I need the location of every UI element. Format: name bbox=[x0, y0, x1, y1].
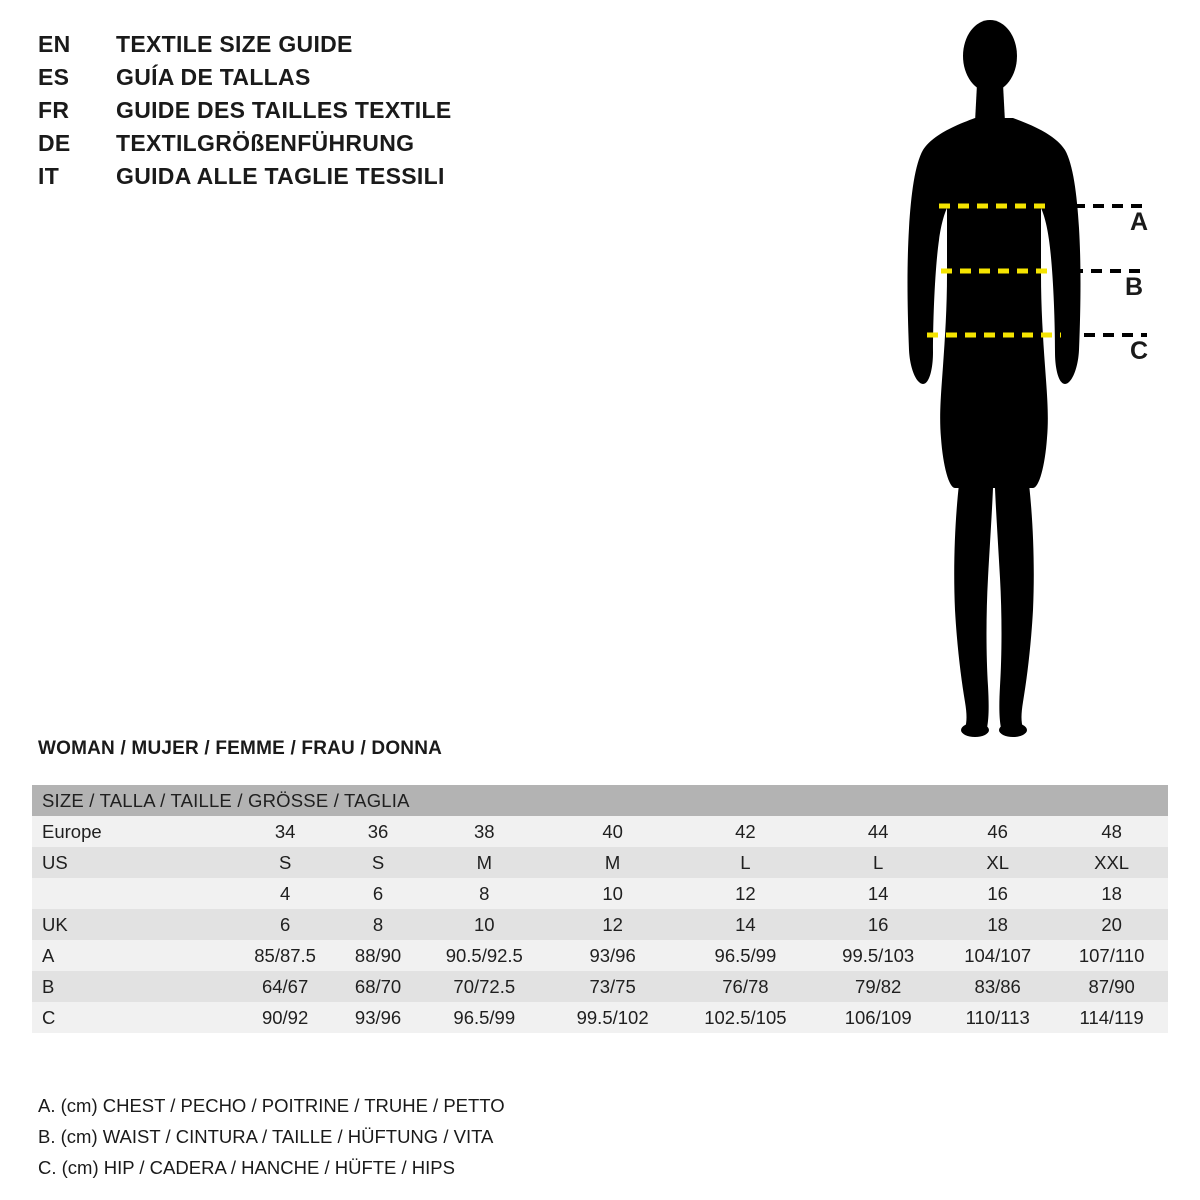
cell-b-5: 76/78 bbox=[722, 975, 769, 997]
table-row-europe bbox=[32, 816, 1168, 847]
cell-a-3: 90.5/92.5 bbox=[445, 944, 523, 966]
row-label-us: US bbox=[42, 851, 68, 873]
measurement-legend bbox=[38, 1090, 838, 1183]
marker-label-c: C bbox=[1130, 337, 1149, 365]
table-row-c-hip bbox=[32, 1002, 1168, 1033]
section-heading-woman: WOMAN / MUJER / FEMME / FRAU / DONNA bbox=[38, 738, 443, 759]
cell-b-2: 68/70 bbox=[354, 975, 402, 997]
cell-europe-1: 34 bbox=[274, 820, 296, 842]
table-row-a-chest bbox=[32, 940, 1168, 971]
cell-us-6: L bbox=[873, 851, 884, 873]
language-code-es: ES bbox=[38, 64, 70, 90]
size-table bbox=[32, 785, 1168, 1033]
cell-c-1: 90/92 bbox=[261, 1006, 309, 1028]
cell-a-8: 107/110 bbox=[1078, 944, 1145, 966]
table-header-row bbox=[32, 785, 1168, 816]
cell-uk-4: 12 bbox=[602, 913, 623, 935]
female-silhouette-icon bbox=[855, 18, 1185, 738]
title-text-fr: GUIDE DES TAILLES TEXTILE bbox=[116, 97, 452, 123]
cell-europe-8: 48 bbox=[1101, 820, 1122, 842]
cell-b-4: 73/75 bbox=[589, 975, 636, 997]
cell-b-8: 87/90 bbox=[1088, 975, 1135, 997]
table-row-us bbox=[32, 847, 1168, 878]
table-row-uk bbox=[32, 909, 1168, 940]
cell-usnum-6: 14 bbox=[867, 882, 889, 904]
table-row-us-numeric bbox=[32, 878, 1168, 909]
title-text-de: TEXTILGRÖßENFÜHRUNG bbox=[116, 130, 415, 156]
cell-c-8: 114/119 bbox=[1079, 1006, 1144, 1028]
cell-c-5: 102.5/105 bbox=[704, 1006, 787, 1028]
cell-uk-2: 8 bbox=[372, 913, 384, 935]
cell-usnum-1: 4 bbox=[279, 882, 291, 904]
cell-c-2: 93/96 bbox=[354, 1006, 402, 1028]
cell-b-6: 79/82 bbox=[855, 975, 902, 997]
row-label-us-numeric bbox=[32, 878, 232, 909]
cell-uk-5: 14 bbox=[735, 913, 756, 935]
cell-uk-8: 20 bbox=[1101, 913, 1122, 935]
cell-usnum-3: 8 bbox=[479, 882, 490, 904]
footnote-a: A. (cm) CHEST / PECHO / POITRINE / TRUHE / PETTO bbox=[38, 1095, 505, 1116]
title-text-es: GUÍA DE TALLAS bbox=[116, 64, 311, 90]
cell-a-7: 104/107 bbox=[964, 944, 1032, 966]
table-header-label: SIZE / TALLA / TAILLE / GRÖSSE / TAGLIA bbox=[42, 789, 410, 811]
cell-us-4: M bbox=[604, 851, 621, 873]
cell-a-6: 99.5/103 bbox=[842, 944, 915, 966]
cell-europe-7: 46 bbox=[987, 820, 1008, 842]
cell-uk-6: 16 bbox=[867, 913, 889, 935]
cell-b-7: 83/86 bbox=[974, 975, 1021, 997]
row-label-c: C bbox=[42, 1006, 56, 1028]
marker-label-b: B bbox=[1125, 273, 1144, 301]
cell-europe-3: 38 bbox=[473, 820, 495, 842]
cell-c-6: 106/109 bbox=[844, 1006, 912, 1028]
footnote-b: B. (cm) WAIST / CINTURA / TAILLE / HÜFTUNG / VITA bbox=[38, 1126, 494, 1147]
cell-a-1: 85/87.5 bbox=[254, 944, 316, 966]
cell-us-8: XXL bbox=[1094, 851, 1130, 873]
row-label-b: B bbox=[42, 975, 55, 997]
title-row-de bbox=[38, 127, 658, 160]
cell-c-3: 96.5/99 bbox=[453, 1006, 516, 1028]
cell-usnum-2: 6 bbox=[372, 882, 384, 904]
language-code-it: IT bbox=[38, 163, 60, 189]
row-label-uk: UK bbox=[42, 913, 68, 935]
cell-c-4: 99.5/102 bbox=[576, 1006, 649, 1028]
title-row-es bbox=[38, 61, 658, 94]
language-title-block bbox=[38, 28, 658, 193]
cell-c-7: 110/113 bbox=[965, 1006, 1030, 1028]
title-text-it: GUIDA ALLE TAGLIE TESSILI bbox=[116, 163, 445, 189]
body-measurement-figure bbox=[855, 18, 1185, 738]
title-row-fr bbox=[38, 94, 658, 127]
footnote-c: C. (cm) HIP / CADERA / HANCHE / HÜFTE / HIPS bbox=[38, 1157, 455, 1178]
language-code-de: DE bbox=[38, 130, 71, 156]
cell-usnum-7: 16 bbox=[987, 882, 1008, 904]
row-label-europe: Europe bbox=[42, 820, 102, 842]
cell-uk-3: 10 bbox=[473, 913, 495, 935]
cell-us-1: S bbox=[278, 851, 292, 873]
title-text-en: TEXTILE SIZE GUIDE bbox=[116, 31, 353, 57]
cell-a-4: 93/96 bbox=[589, 944, 636, 966]
cell-usnum-5: 12 bbox=[735, 882, 756, 904]
cell-usnum-8: 18 bbox=[1101, 882, 1122, 904]
cell-us-5: L bbox=[740, 851, 751, 873]
cell-b-3: 70/72.5 bbox=[453, 975, 516, 997]
language-code-en: EN bbox=[38, 31, 71, 57]
cell-europe-6: 44 bbox=[867, 820, 889, 842]
marker-label-a: A bbox=[1130, 208, 1149, 236]
cell-europe-4: 40 bbox=[602, 820, 623, 842]
cell-b-1: 64/67 bbox=[261, 975, 309, 997]
cell-europe-2: 36 bbox=[367, 820, 389, 842]
language-code-fr: FR bbox=[38, 97, 70, 123]
cell-a-5: 96.5/99 bbox=[714, 944, 777, 966]
title-row-it bbox=[38, 160, 658, 193]
cell-europe-5: 42 bbox=[735, 820, 756, 842]
table-row-b-waist bbox=[32, 971, 1168, 1002]
cell-usnum-4: 10 bbox=[602, 882, 623, 904]
cell-uk-7: 18 bbox=[987, 913, 1008, 935]
cell-a-2: 88/90 bbox=[354, 944, 402, 966]
row-label-a: A bbox=[42, 944, 55, 966]
title-row-en bbox=[38, 28, 658, 61]
cell-us-3: M bbox=[476, 851, 492, 873]
cell-us-7: XL bbox=[986, 851, 1009, 873]
cell-uk-1: 6 bbox=[279, 913, 291, 935]
cell-us-2: S bbox=[371, 851, 385, 873]
